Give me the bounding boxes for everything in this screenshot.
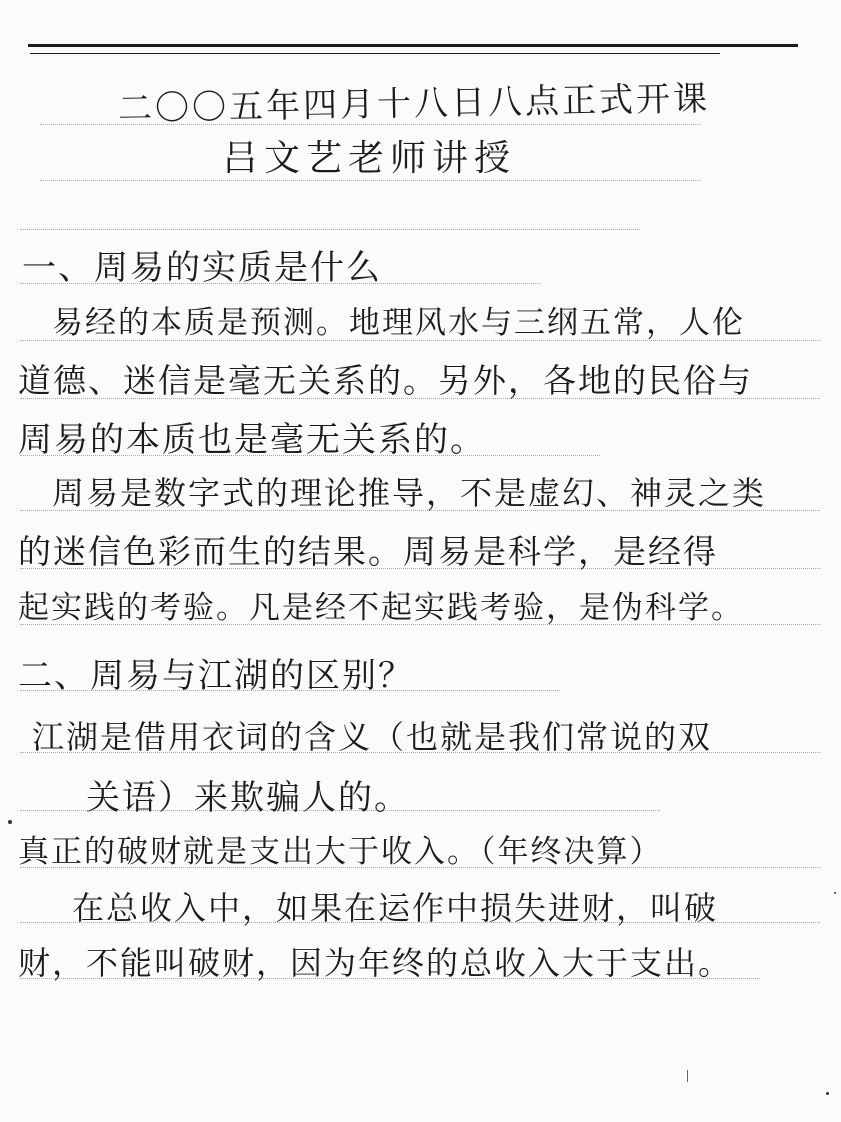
- body-line: 江湖是借用衣词的含义（也就是我们常说的双: [32, 718, 713, 756]
- lecturer-heading: 吕文艺老师讲授: [222, 138, 517, 179]
- top-rule-thin: [30, 53, 720, 54]
- body-line: 道德、迷信是毫无关系的。另外，各地的民俗与: [18, 361, 753, 400]
- body-line: 关语）来欺骗人的。: [86, 778, 410, 818]
- top-rule-thick: [28, 44, 798, 47]
- body-line: 起实践的考验。凡是经不起实践考验，是伪科学。: [18, 590, 744, 626]
- lecture-date-heading: 二〇〇五年四月十八日八点正式开课: [117, 78, 711, 130]
- body-line: 财，不能叫破财，因为年终的总收入大于支出。: [18, 944, 733, 982]
- scan-speck: [834, 892, 836, 894]
- body-line: 在总收入中，如果在运作中损失进财，叫破: [72, 889, 719, 927]
- scan-speck: [826, 1092, 829, 1095]
- body-line: 周易是数字式的理论推导，不是虚幻、神灵之类: [52, 474, 767, 512]
- body-line: 真正的破财就是支出大于收入。（年终决算）: [18, 834, 663, 870]
- section-two-heading: 二、周易与江湖的区别？: [18, 656, 414, 696]
- scan-mark: [687, 1070, 688, 1082]
- body-line: 周易的本质也是毫无关系的。: [18, 420, 486, 460]
- body-line: 易经的本质是预测。地理风水与三纲五常，人伦: [52, 305, 745, 341]
- section-one-heading: 一、周易的实质是什么: [22, 248, 382, 288]
- scan-speck: [8, 820, 12, 824]
- ruled-line: [20, 229, 640, 230]
- body-line: 的迷信色彩而生的结果。周易是科学，是经得: [18, 532, 718, 571]
